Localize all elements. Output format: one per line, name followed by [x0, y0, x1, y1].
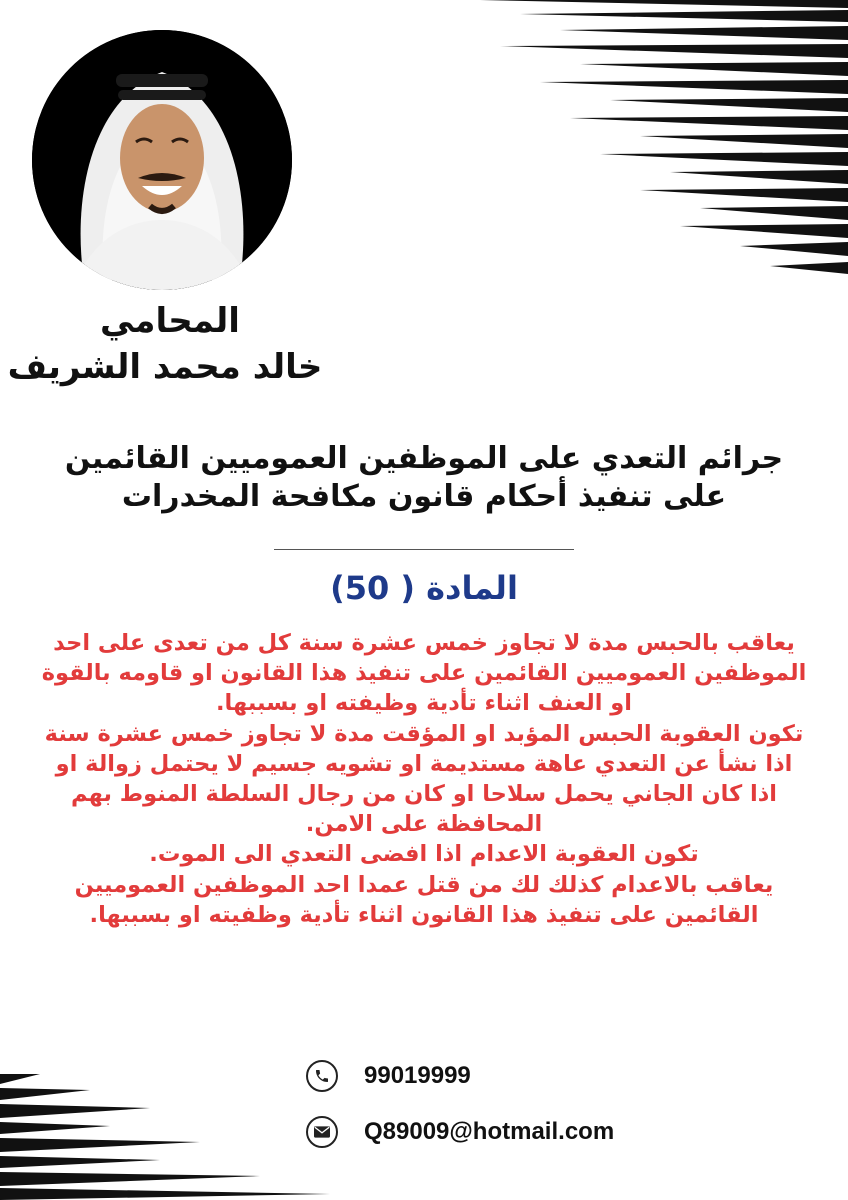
decorative-stripes-top	[440, 0, 848, 290]
decorative-stripes-bottom	[0, 1068, 340, 1200]
article-line: اذا نشأ عن التعدي عاهة مستديمة او تشويه جسيم لا يحتمل زوالة او	[55, 750, 793, 777]
article-line: او العنف اثناء تأدية وظيفته او بسببها.	[215, 690, 633, 717]
phone-icon	[306, 1060, 338, 1092]
article-line: يعاقب بالحبس مدة لا تجاوز خمس عشرة سنة كل من تعدى على احد	[53, 630, 795, 656]
article-title: المادة ( 50)	[330, 569, 518, 607]
main-heading-line-1: جرائم التعدي على الموظفين العموميين القائمين	[64, 441, 784, 476]
main-heading	[20, 440, 828, 516]
lawyer-title: المحامي	[100, 301, 240, 341]
contact-email[interactable]	[306, 1112, 614, 1152]
article-line: تكون العقوبة الاعدام اذا افضى التعدي الى الموت.	[149, 841, 699, 868]
contact-phone[interactable]	[306, 1056, 471, 1096]
article-line: المحافظة على الامن.	[305, 811, 543, 838]
email-address[interactable]: Q89009@hotmail.com	[364, 1118, 615, 1145]
main-heading-line-2: على تنفيذ أحكام قانون مكافحة المخدرات	[121, 479, 727, 514]
profile-photo	[32, 30, 292, 290]
divider	[274, 549, 574, 550]
article-line: تكون العقوبة الحبس المؤبد او المؤقت مدة لا تجاوز خمس عشرة سنة	[44, 720, 804, 747]
phone-number[interactable]: 99019999	[364, 1062, 471, 1089]
article-text	[10, 628, 838, 930]
lawyer-portrait	[32, 30, 292, 290]
envelope-icon	[306, 1116, 338, 1148]
article-line: الموظفين العموميين القائمين على تنفيذ هذا القانون او قاومه بالقوة	[41, 660, 807, 687]
lawyer-name: خالد محمد الشريف	[7, 347, 323, 387]
article-line: يعاقب بالاعدام كذلك لك من قتل عمدا احد الموظفين العموميين	[74, 871, 774, 898]
article-line: اذا كان الجاني يحمل سلاحا او كان من رجال السلطة المنوط بهم	[70, 781, 778, 808]
article-line: القائمين على تنفيذ هذا القانون اثناء تأدية وظفيته او بسببها.	[89, 901, 759, 928]
